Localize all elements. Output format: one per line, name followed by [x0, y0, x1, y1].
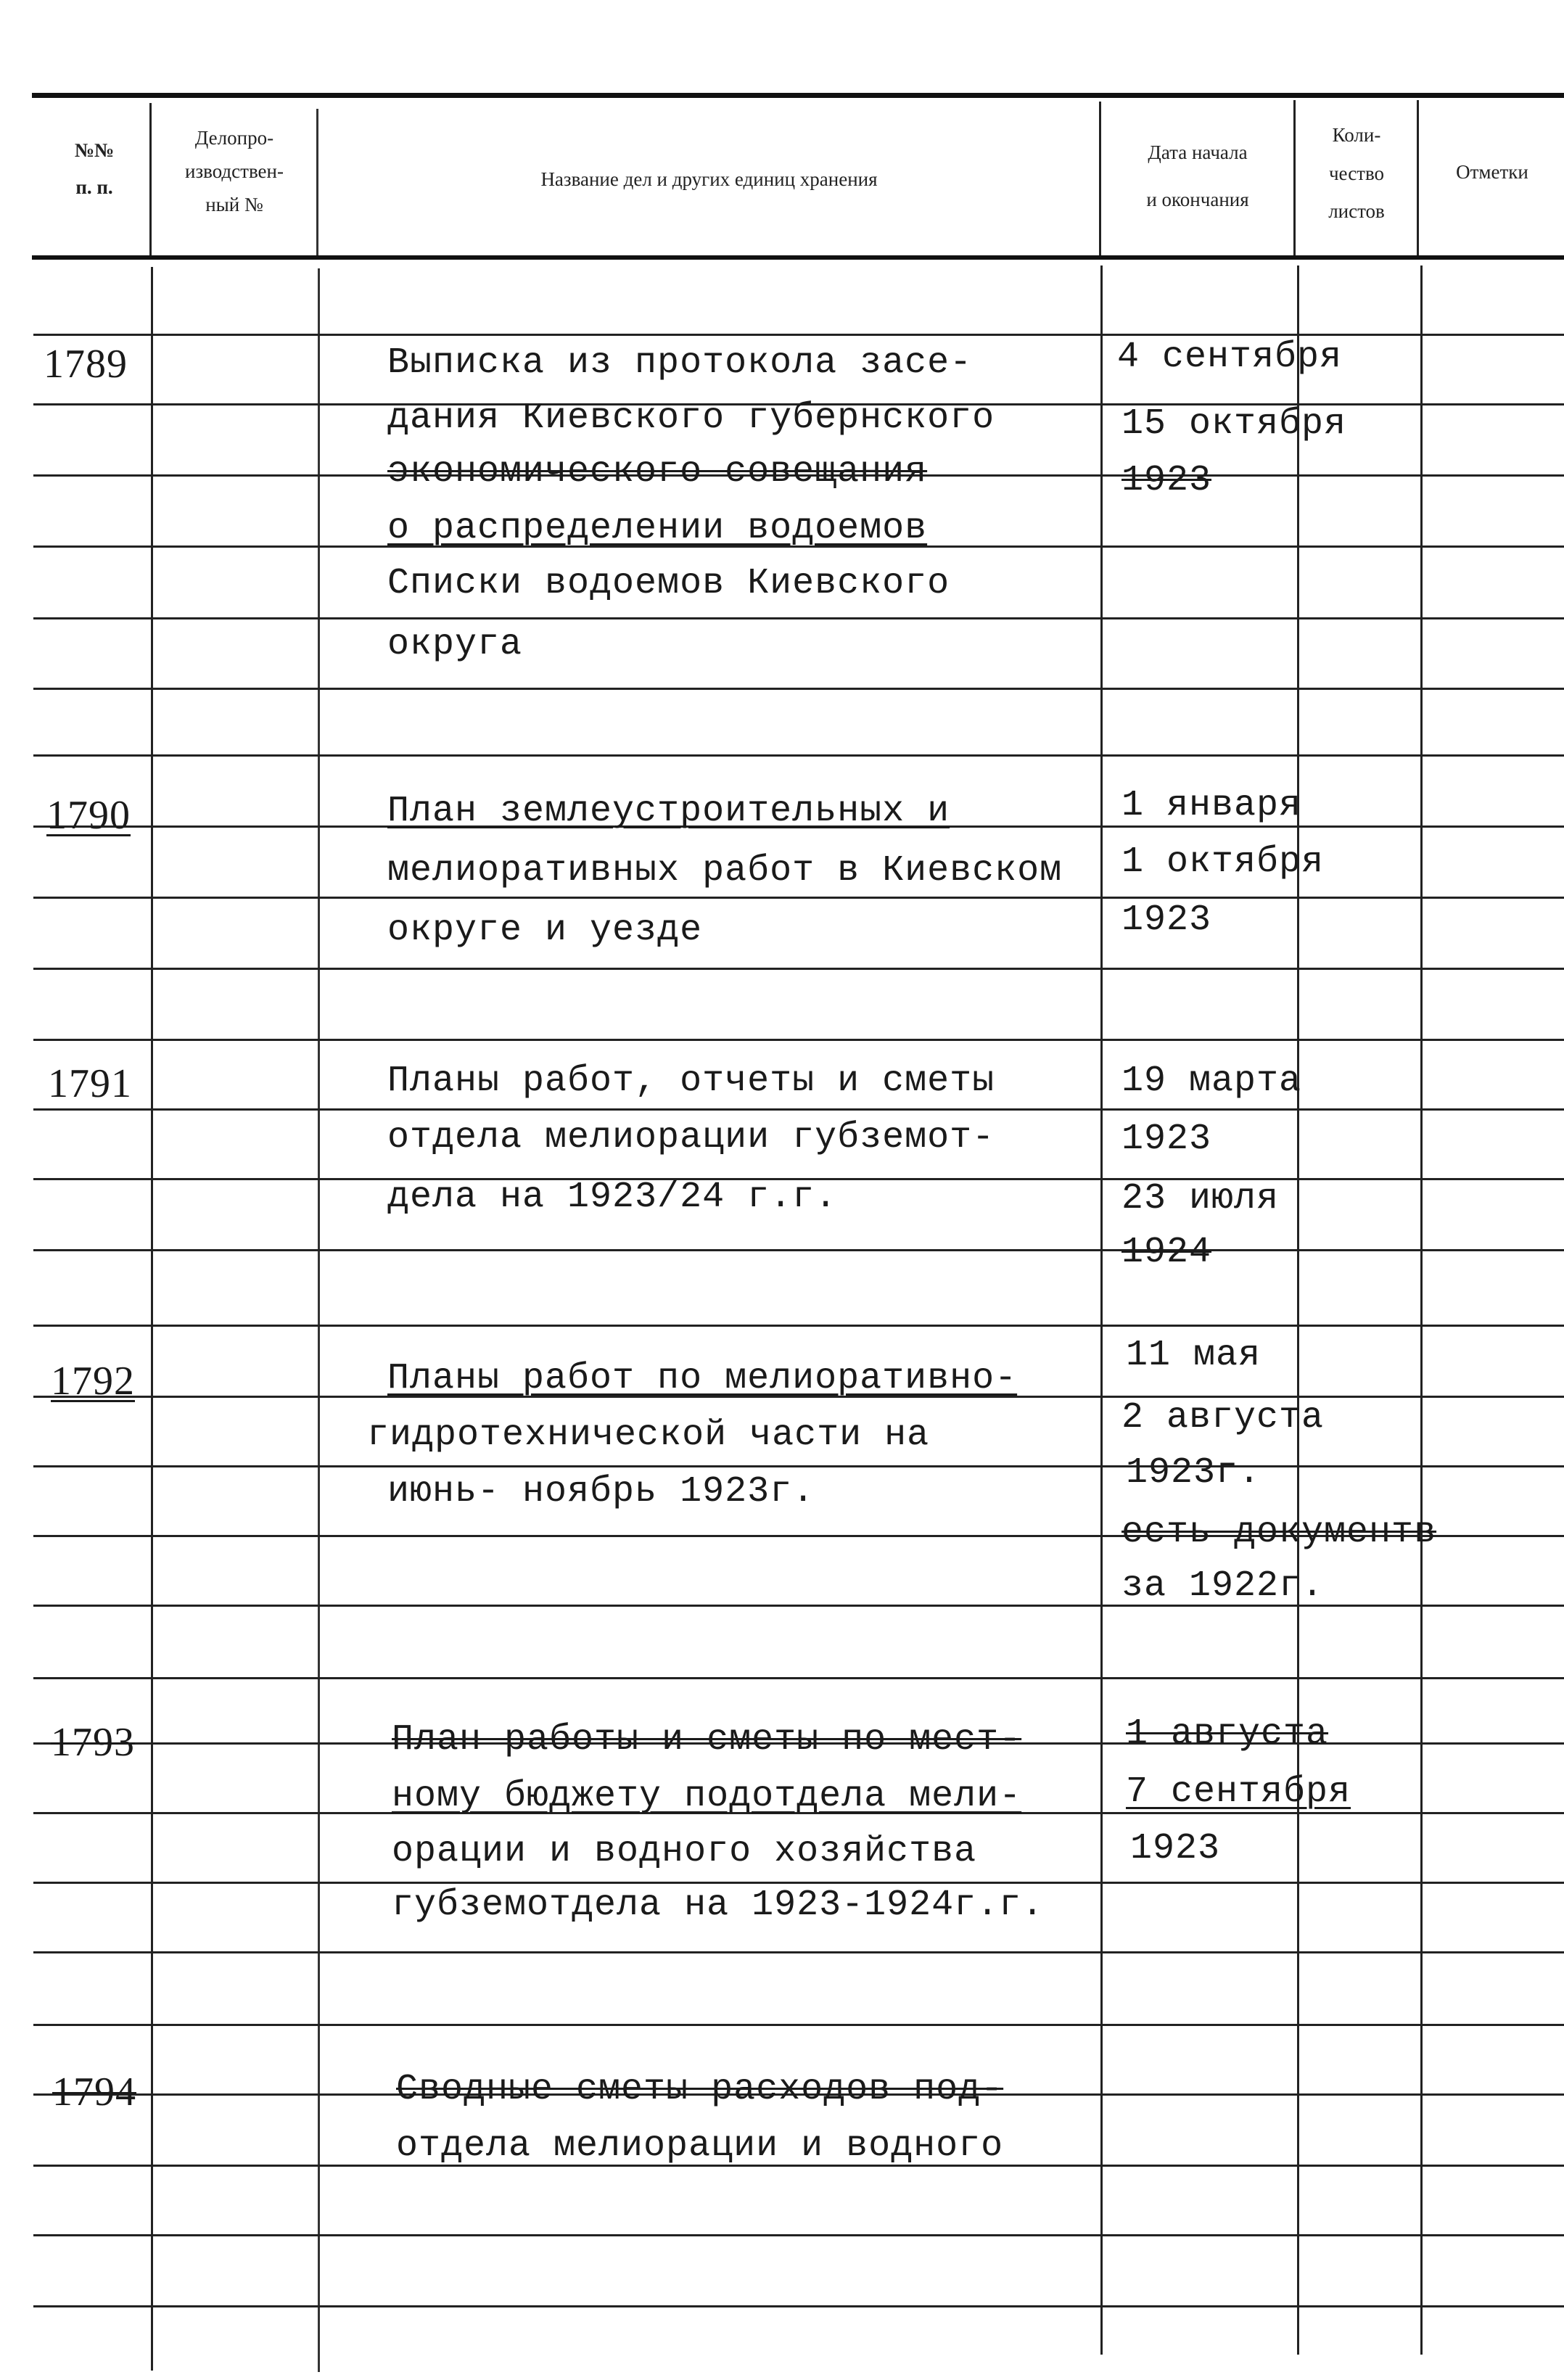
date-line: 19 марта: [1121, 1061, 1302, 1102]
title-line: округе и уезде: [387, 910, 703, 951]
date-line: 1923: [1121, 1119, 1212, 1160]
header-col-number: [44, 132, 145, 207]
title-line: гидротехнической части на: [367, 1415, 930, 1456]
title-line: Списки водоемов Киевского: [387, 563, 950, 604]
ruled-line: [33, 1108, 1564, 1111]
header-divider: [1293, 100, 1296, 255]
header-text: и окончания: [1146, 188, 1249, 210]
header-col-dates: [1103, 129, 1293, 223]
date-line: 4 сентября: [1117, 337, 1343, 378]
column-divider: [318, 268, 320, 2372]
date-line: 1923: [1130, 1828, 1221, 1869]
date-line: 11 мая: [1126, 1335, 1262, 1376]
header-col-notes: [1420, 154, 1564, 191]
ruled-line: [33, 1249, 1564, 1251]
ruled-line: [33, 1039, 1564, 1041]
row-number: 1792: [51, 1359, 135, 1404]
ruled-line: [33, 2305, 1564, 2307]
title-line: План работы и сметы по мест-: [392, 1719, 1022, 1761]
title-line: июнь- ноябрь 1923г.: [387, 1471, 815, 1512]
header-text: Коли-: [1332, 124, 1381, 146]
row-number: 1790: [46, 793, 131, 838]
title-line: Сводные сметы расходов под-: [396, 2069, 1004, 2110]
date-line: 1 января: [1121, 785, 1302, 826]
title-line: отдела мелиорации губземот-: [387, 1117, 995, 1158]
column-divider: [1100, 265, 1103, 2355]
header-text: Делопро-: [194, 127, 274, 149]
title-line: ному бюджету подотдела мели-: [392, 1776, 1022, 1817]
title-line: Планы работ, отчеты и сметы: [387, 1061, 995, 1102]
title-line: План землеустроительных и: [387, 791, 950, 832]
header-text: чество: [1328, 162, 1385, 184]
row-number: 1789: [44, 342, 128, 387]
date-line: 15 октября: [1121, 403, 1347, 445]
ruled-line: [33, 754, 1564, 757]
ruled-line: [33, 1677, 1564, 1679]
header-divider: [316, 109, 318, 255]
header-text: изводствен-: [185, 160, 284, 182]
header-divider: [1417, 100, 1419, 255]
ruled-line: [33, 688, 1564, 690]
date-line: 1 октября: [1121, 841, 1325, 883]
date-line: 1923: [1121, 899, 1212, 941]
ruled-line: [33, 1605, 1564, 1607]
date-line: 2 августа: [1121, 1397, 1325, 1438]
title-line: губземотдела на 1923-1924г.г.: [392, 1885, 1045, 1926]
header-text: листов: [1328, 200, 1385, 223]
row-number: 1793: [51, 1720, 135, 1765]
ruled-line: [33, 1882, 1564, 1884]
column-divider: [1420, 265, 1423, 2355]
ruled-line: [33, 1951, 1564, 1953]
header-top-rule: [32, 93, 1564, 98]
ruled-line: [33, 2024, 1564, 2026]
date-line: есть документв: [1121, 1512, 1437, 1553]
header-text: п. п.: [75, 176, 113, 199]
header-text: Название дел и других единиц хранения: [540, 168, 878, 190]
date-line: 7 сентября: [1126, 1771, 1351, 1813]
ruled-line: [33, 617, 1564, 619]
header-divider: [1099, 102, 1101, 255]
date-line: 23 июля: [1121, 1178, 1280, 1219]
row-number: 1791: [48, 1061, 132, 1106]
title-line: отдела мелиорации и водного: [396, 2125, 1004, 2167]
date-line: 1923г.: [1126, 1452, 1262, 1494]
ruled-line: [33, 968, 1564, 970]
column-divider: [1297, 265, 1299, 2355]
title-line: дания Киевского губернского: [387, 398, 995, 439]
header-col-sheets: [1296, 116, 1417, 231]
ruled-line: [33, 1465, 1564, 1467]
column-divider: [151, 267, 153, 2371]
ruled-line: [33, 2234, 1564, 2236]
header-text: ный №: [205, 193, 263, 215]
date-line: за 1922г.: [1121, 1565, 1325, 1607]
header-text: Отметки: [1456, 161, 1528, 183]
ruled-line: [33, 897, 1564, 899]
header-text: №№: [74, 139, 115, 161]
date-line: 1923: [1121, 460, 1212, 501]
header-col-title: [319, 161, 1099, 198]
title-line: Планы работ по мелиоративно-: [387, 1358, 1018, 1399]
ruled-line: [33, 334, 1564, 336]
row-number: 1794: [52, 2070, 136, 2115]
title-line: мелиоративных работ в Киевском: [387, 850, 1063, 892]
header-bottom-rule: [32, 255, 1564, 260]
title-line: о распределении водоемов: [387, 508, 928, 549]
date-line: 1 августа: [1126, 1713, 1329, 1755]
header-col-office-number: [154, 122, 315, 222]
title-line: округа: [387, 624, 523, 665]
title-line: дела на 1923/24 г.г.: [387, 1177, 838, 1218]
header-text: Дата начала: [1148, 141, 1248, 163]
title-line: орации и водного хозяйства: [392, 1831, 977, 1872]
title-line: Выписка из протокола засе-: [387, 342, 973, 384]
ruled-line: [33, 1325, 1564, 1327]
header-divider: [149, 103, 152, 255]
title-line: экономического совещания: [387, 451, 928, 493]
date-line: 1924: [1121, 1232, 1212, 1273]
